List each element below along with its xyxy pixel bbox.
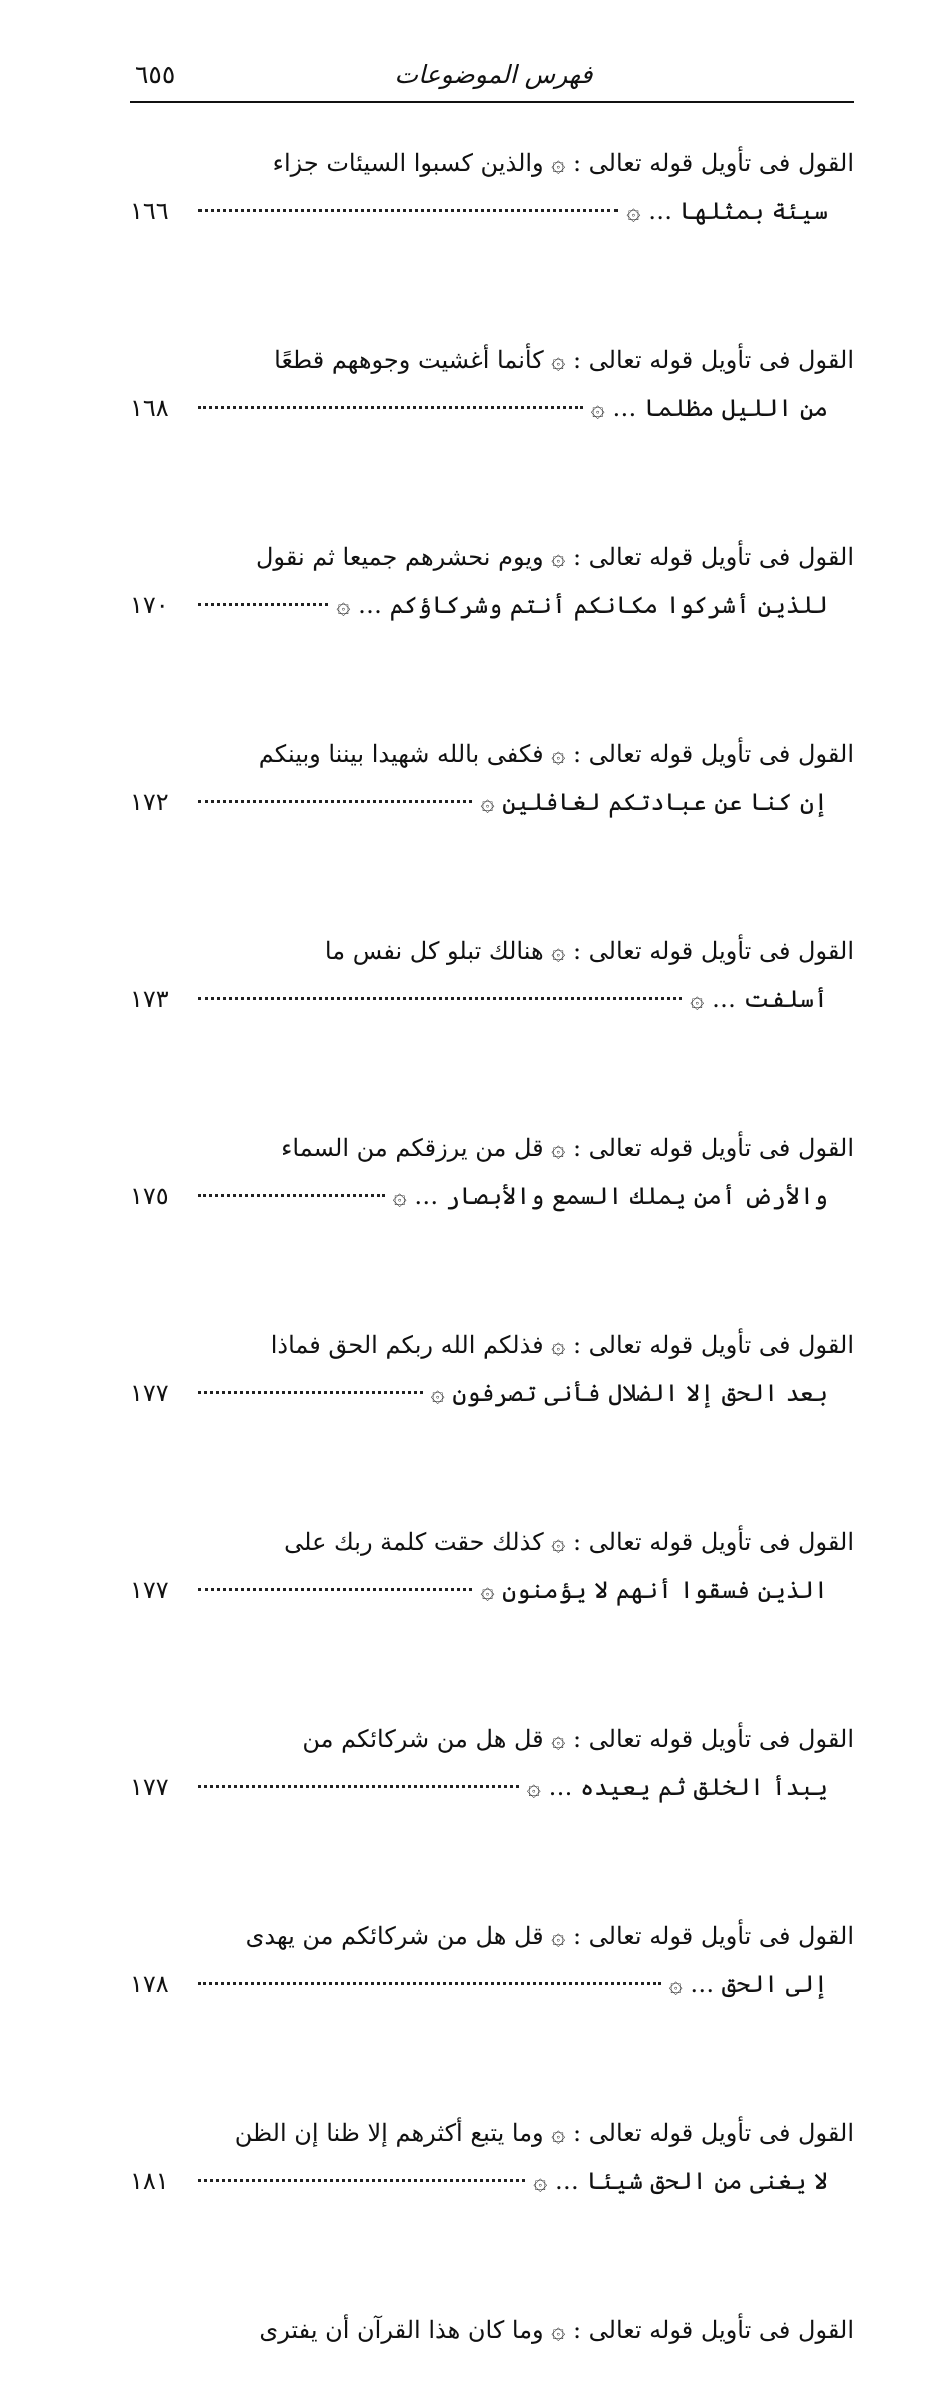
dot-leader	[198, 1982, 661, 1985]
dot-leader	[198, 1588, 472, 1591]
toc-entry	[130, 1911, 854, 2108]
entry-text: والأرض أمن يملك السمع والأبصار … ۞	[392, 1182, 828, 1210]
toc-entry	[130, 138, 854, 335]
entry-page-number: ١٧٠	[130, 591, 169, 619]
entry-page-number: ١٦٨	[130, 394, 169, 422]
dot-leader	[198, 800, 472, 803]
entry-continuation	[130, 1171, 854, 1221]
entry-heading: القول فى تأويل قوله تعالى : ۞ والذين كسبوا السيئات جزاء	[272, 149, 854, 177]
entry-continuation	[130, 1762, 854, 1812]
entry-heading: القول فى تأويل قوله تعالى : ۞ فذلكم الله ربكم الحق فماذا	[270, 1331, 854, 1359]
page-number: ٦٥٥	[135, 60, 176, 89]
entry-page-number: ١٧٥	[130, 1182, 169, 1210]
entry-continuation	[130, 777, 854, 827]
dot-leader	[198, 997, 682, 1000]
entry-heading: القول فى تأويل قوله تعالى : ۞ وما يتبع أكثرهم إلا ظنا إن الظن	[234, 2119, 854, 2147]
entry-heading: القول فى تأويل قوله تعالى : ۞ فكفى بالله شهيدا بيننا وبينكم	[258, 740, 854, 768]
running-head	[135, 58, 852, 98]
header-title: فهرس الموضوعات	[394, 60, 593, 89]
entry-text: إلى الحق … ۞	[668, 1970, 828, 1998]
entry-heading: القول فى تأويل قوله تعالى : ۞ قل من يرزقكم من السماء	[281, 1134, 854, 1162]
dot-leader	[198, 406, 583, 409]
entry-page-number: ١٧٣	[130, 985, 169, 1013]
entry-text: إن كنا عن عبادتكم لغافلين ۞	[480, 788, 828, 816]
dot-leader	[198, 1785, 519, 1788]
entry-heading: القول فى تأويل قوله تعالى : ۞ ويوم نحشرهم جميعا ثم نقول	[255, 543, 854, 571]
entry-heading: القول فى تأويل قوله تعالى : ۞ كذلك حقت كلمة ربك على	[284, 1528, 854, 1556]
entry-continuation	[130, 2156, 854, 2206]
entry-text: بعد الحق إلا الضلال فأنى تصرفون ۞	[430, 1379, 828, 1407]
toc-entry	[130, 1123, 854, 1320]
toc-entry	[130, 2305, 854, 2405]
dot-leader	[198, 1391, 423, 1394]
entry-heading: القول فى تأويل قوله تعالى : ۞ هنالك تبلو كل نفس ما	[324, 937, 854, 965]
toc-entry	[130, 1517, 854, 1714]
table-of-contents	[130, 138, 854, 2405]
entry-continuation	[130, 1959, 854, 2009]
entry-page-number: ١٧٧	[130, 1379, 169, 1407]
entry-page-number: ١٧٧	[130, 1576, 169, 1604]
entry-text: من الليل مظلما … ۞	[590, 394, 828, 422]
entry-continuation	[130, 1368, 854, 1418]
header-rule	[130, 101, 854, 103]
entry-page-number: ١٦٦	[130, 197, 169, 225]
dot-leader	[198, 209, 618, 212]
toc-entry	[130, 1714, 854, 1911]
entry-heading: القول فى تأويل قوله تعالى : ۞ قل هل من شركائكم من يهدى	[245, 1922, 854, 1950]
entry-page-number: ١٧٧	[130, 1773, 169, 1801]
entry-page-number: ١٧٨	[130, 1970, 169, 1998]
entry-text: لا يغنى من الحق شيئا … ۞	[533, 2167, 828, 2195]
dot-leader	[198, 1194, 385, 1197]
entry-heading: القول فى تأويل قوله تعالى : ۞ وما كان هذا القرآن أن يفترى	[259, 2316, 854, 2344]
entry-continuation	[130, 580, 854, 630]
entry-page-number: ١٧٢	[130, 788, 169, 816]
entry-continuation	[130, 1565, 854, 1615]
entry-text: أسلفت … ۞	[690, 985, 828, 1013]
entry-text: يبدأ الخلق ثم يعيده … ۞	[526, 1773, 828, 1801]
entry-heading: القول فى تأويل قوله تعالى : ۞ قل هل من شركائكم من	[302, 1725, 854, 1753]
toc-entry	[130, 2108, 854, 2305]
toc-entry	[130, 335, 854, 532]
entry-text: الذين فسقوا أنهم لا يؤمنون ۞	[480, 1576, 828, 1604]
entry-continuation	[130, 186, 854, 236]
toc-entry	[130, 729, 854, 926]
toc-entry	[130, 1320, 854, 1517]
entry-page-number: ١٨١	[130, 2167, 169, 2195]
dot-leader	[198, 2179, 525, 2182]
entry-text: سيئة بمثلها … ۞	[626, 197, 828, 225]
dot-leader	[198, 603, 328, 606]
entry-heading: القول فى تأويل قوله تعالى : ۞ كأنما أغشيت وجوههم قطعًا	[274, 346, 854, 374]
entry-continuation	[130, 974, 854, 1024]
entry-text: للذين أشركوا مكانكم أنتم وشركاؤكم … ۞	[336, 591, 828, 619]
entry-continuation	[130, 383, 854, 433]
toc-entry	[130, 926, 854, 1123]
toc-entry	[130, 532, 854, 729]
